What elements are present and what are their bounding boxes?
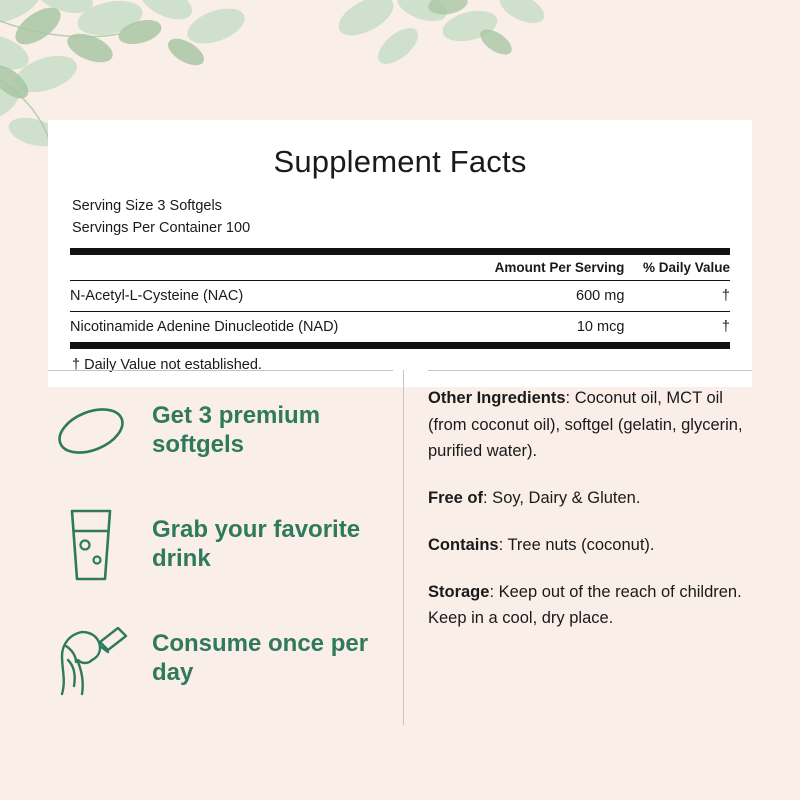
contains-label: Contains (428, 535, 499, 554)
column-header-amount: Amount Per Serving (494, 260, 625, 275)
page-title: Supplement Facts (273, 144, 527, 179)
list-item (48, 383, 393, 479)
vertical-divider (403, 370, 404, 725)
storage-label: Storage (428, 582, 490, 601)
contains-text: : Tree nuts (coconut). (498, 535, 655, 554)
column-header-nutrient (70, 255, 426, 281)
table-row (70, 281, 730, 312)
drinking-glass-icon (48, 505, 134, 585)
column-header-daily-value: % Daily Value (642, 260, 730, 275)
storage-text: : Keep out of the reach of children. Keep in a cool, dry place. (428, 582, 742, 628)
step-label: Grab your favorite drink (152, 516, 361, 572)
other-ingredients-paragraph (428, 385, 752, 465)
serving-size: Serving Size 3 Softgels (72, 198, 222, 214)
list-item (48, 497, 393, 593)
footnote-rule (70, 342, 730, 373)
other-ingredients-text: : Coconut oil, MCT oil (from coconut oil), softgel (gelatin, glycerin, purified water). (428, 389, 743, 461)
nutrient-amount: 600 mg (426, 281, 624, 312)
lower-content (48, 370, 752, 725)
step-label: Consume once per day (152, 630, 369, 686)
other-ingredients-label: Other Ingredients (428, 389, 566, 407)
storage-paragraph (428, 579, 752, 632)
servings-per-container: Servings Per Container 100 (72, 220, 251, 236)
daily-value-footnote: † Daily Value not established. (72, 357, 262, 373)
softgel-capsule-icon (48, 402, 134, 460)
person-drinking-icon (48, 616, 134, 702)
ingredients-info (428, 370, 752, 725)
table-header-row (70, 255, 730, 281)
step-label: Get 3 premium softgels (152, 402, 321, 458)
nutrient-name: Nicotinamide Adenine Dinucleotide (NAD) (70, 312, 426, 343)
free-of-text: : Soy, Dairy & Gluten. (483, 489, 641, 508)
nutrient-daily-value: † (624, 312, 730, 343)
leaf-cluster-top-middle-icon (330, 0, 560, 100)
nutrient-name: N-Acetyl-L-Cysteine (NAC) (70, 281, 426, 312)
free-of-label: Free of (428, 489, 484, 508)
usage-steps-list (48, 370, 393, 725)
nutrient-daily-value: † (624, 281, 730, 312)
free-of-paragraph (428, 485, 752, 512)
supplement-facts-panel (48, 120, 752, 387)
supplement-facts-table (70, 255, 730, 342)
table-row (70, 312, 730, 343)
list-item (48, 611, 393, 707)
contains-paragraph (428, 532, 752, 559)
table-top-rule (70, 248, 730, 255)
nutrient-amount: 10 mcg (426, 312, 624, 343)
